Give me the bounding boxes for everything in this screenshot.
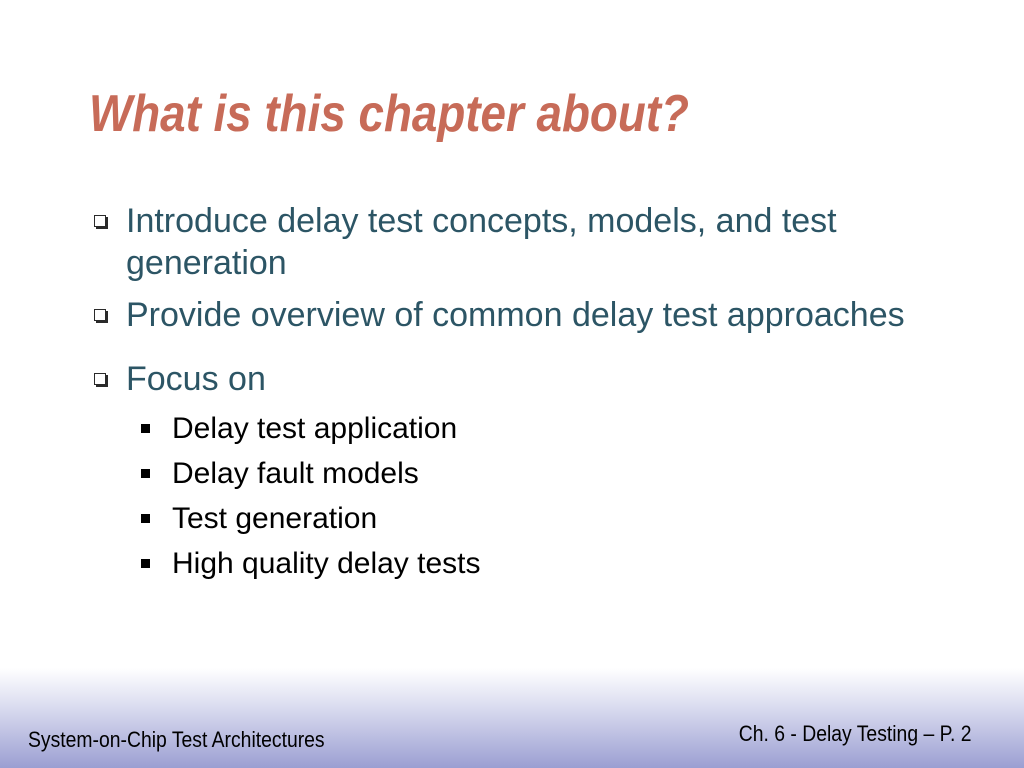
bullet-list bbox=[88, 200, 948, 586]
bullet-item bbox=[88, 294, 948, 336]
filled-square-icon bbox=[141, 424, 150, 433]
sub-bullet-text: High quality delay tests bbox=[172, 547, 481, 580]
sub-bullet-text: Delay fault models bbox=[172, 457, 419, 490]
sub-bullet-text: Delay test application bbox=[172, 412, 458, 445]
sub-bullet-list bbox=[126, 406, 948, 586]
filled-square-icon bbox=[141, 559, 150, 568]
bullet-text: Introduce delay test concepts, models, and test generation bbox=[126, 202, 837, 282]
filled-square-icon bbox=[141, 469, 150, 478]
sub-bullet-item bbox=[126, 541, 948, 586]
hollow-square-icon bbox=[94, 309, 106, 321]
hollow-square-icon bbox=[94, 215, 106, 227]
sub-bullet-text: Test generation bbox=[172, 502, 378, 535]
bullet-item bbox=[88, 200, 948, 284]
sub-bullet-item bbox=[126, 496, 948, 541]
footer-page-label: Ch. 6 - Delay Testing – P. 2 bbox=[739, 721, 972, 746]
slide-title: What is this chapter about? bbox=[89, 85, 690, 143]
sub-bullet-item bbox=[126, 406, 948, 451]
bullet-text: Focus on bbox=[126, 360, 266, 398]
bullet-text: Provide overview of common delay test approaches bbox=[126, 296, 905, 334]
bullet-item bbox=[88, 358, 948, 586]
hollow-square-icon bbox=[94, 373, 106, 385]
filled-square-icon bbox=[141, 514, 150, 523]
footer-course-title: System-on-Chip Test Architectures bbox=[28, 727, 325, 752]
sub-bullet-item bbox=[126, 451, 948, 496]
